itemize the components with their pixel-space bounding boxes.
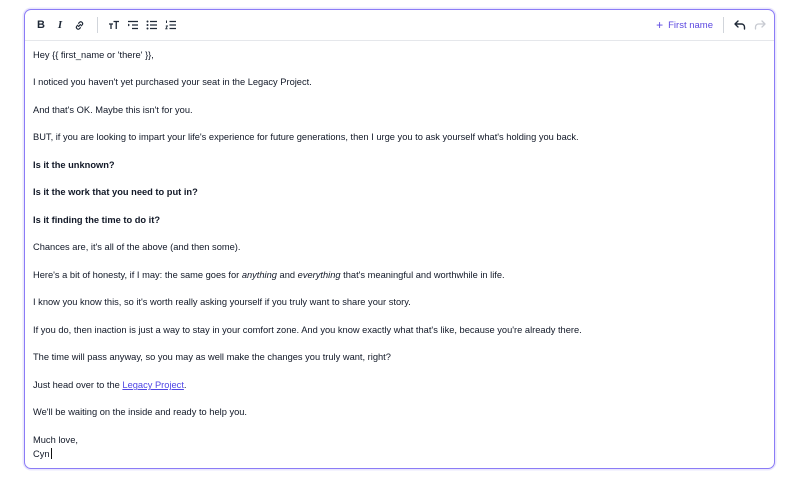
link-button[interactable] xyxy=(73,17,85,33)
italic-button[interactable] xyxy=(55,17,65,33)
formatting-toolbar xyxy=(25,10,774,41)
redo-icon xyxy=(754,20,766,30)
text-caret xyxy=(51,448,52,459)
toolbar-divider xyxy=(97,17,98,33)
email-body[interactable] xyxy=(33,40,764,468)
paragraph xyxy=(33,269,505,282)
paragraph: We'll be waiting on the inside and ready to help you. xyxy=(33,407,248,417)
signature: Cyn xyxy=(33,449,50,459)
paragraph: If you do, then inaction is just a way to stay in your comfort zone. And you know exactly what that's like, because you're already there. xyxy=(33,325,582,335)
paragraph: The time will pass anyway, so you may as well make the changes you truly want, right? xyxy=(33,352,391,362)
paragraph: I noticed you haven't yet purchased your seat in the Legacy Project. xyxy=(33,77,312,87)
text-size-button[interactable] xyxy=(108,17,120,33)
toolbar-divider xyxy=(723,17,724,33)
numbered-list-button[interactable] xyxy=(165,17,177,33)
undo-icon xyxy=(734,20,746,30)
sign-off: Much love, xyxy=(33,435,78,445)
question: Is it finding the time to do it? xyxy=(33,215,161,225)
indent-list-button[interactable] xyxy=(127,17,139,33)
signature-line xyxy=(33,448,52,461)
link-icon xyxy=(74,20,85,31)
numbered-list-icon xyxy=(165,20,177,30)
undo-button[interactable] xyxy=(734,17,746,33)
paragraph: I know you know this, so it's worth really asking yourself if you truly want to share your story. xyxy=(33,297,411,307)
text-run: that's meaningful and worthwhile in life. xyxy=(340,270,505,280)
paragraph: Chances are, it's all of the above (and then some). xyxy=(33,242,241,252)
emphasis-text: anything xyxy=(241,270,277,280)
question: Is it the unknown? xyxy=(33,160,115,170)
legacy-project-link[interactable]: Legacy Project xyxy=(122,380,184,390)
greeting: Hey {{ first_name or 'there' }}, xyxy=(33,50,154,60)
question: Is it the work that you need to put in? xyxy=(33,187,198,197)
emphasis-text: everything xyxy=(297,270,341,280)
email-editor xyxy=(24,9,775,469)
indent-list-icon xyxy=(127,20,139,30)
text-run: . xyxy=(183,380,187,390)
paragraph xyxy=(33,379,187,392)
insert-first-name-button[interactable] xyxy=(656,18,713,32)
text-size-icon xyxy=(108,20,120,30)
text-run: and xyxy=(276,270,298,280)
text-run: Here's a bit of honesty, if I may: the same goes for xyxy=(33,270,242,280)
bold-icon: B xyxy=(37,19,45,31)
paragraph: And that's OK. Maybe this isn't for you. xyxy=(33,105,193,115)
bullet-list-button[interactable] xyxy=(146,17,158,33)
text-run: Just head over to the xyxy=(33,380,123,390)
bold-button[interactable] xyxy=(36,17,46,33)
redo-button[interactable] xyxy=(754,17,766,33)
bullet-list-icon xyxy=(146,20,158,30)
paragraph: BUT, if you are looking to impart your life's experience for future generations, then I urge you to ask yourself what's holding you back. xyxy=(33,132,579,142)
plus-icon: + xyxy=(656,18,664,32)
italic-icon: I xyxy=(57,19,63,31)
first-name-label: First name xyxy=(668,19,713,31)
